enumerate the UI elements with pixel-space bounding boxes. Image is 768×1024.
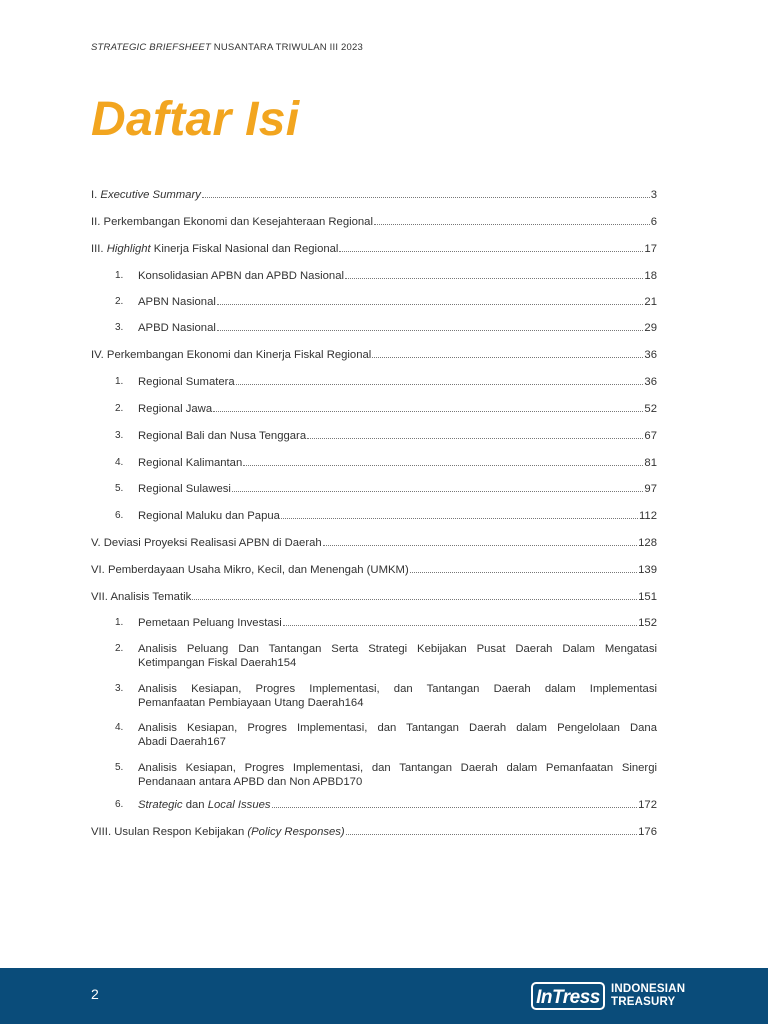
toc-subentry[interactable]: 1. Konsolidasian APBN dan APBD Nasional 18 [115,270,657,282]
toc-num: 2. [115,403,124,414]
intress-logo [531,980,711,1014]
toc-page: 151 [638,591,657,603]
toc-page: 139 [638,564,657,576]
toc-subentry[interactable]: 6. Strategic dan Local Issues 172 [115,799,657,811]
toc-subentry[interactable]: 4. Regional Kalimantan 81 [115,457,657,469]
toc-entry[interactable]: V. Deviasi Proyeksi Realisasi APBN di Daerah 128 [91,537,657,549]
toc-num: 4. [115,457,124,468]
toc-page: 36 [644,349,657,361]
toc-page: 3 [650,189,657,201]
toc-num: 3. [115,430,124,441]
toc-subentry[interactable]: 3. Analisis Kesiapan, Progres Implementasi, dan Tantangan Daerah dalam Implementasi Pemanfaatan Pembiayaan Utang Daerah 164 [115,683,657,709]
toc-subentry[interactable]: 2. Regional Jawa 52 [115,403,657,415]
toc-page: 176 [638,826,657,838]
page-title: Daftar Isi [91,93,300,146]
toc-page: 6 [650,216,657,228]
toc-subentry[interactable]: 2. APBN Nasional 21 [115,296,657,308]
toc-entry[interactable]: III. Highlight Kinerja Fiskal Nasional dan Regional 17 [91,243,657,255]
toc-subentry[interactable]: 6. Regional Maluku dan Papua 112 [115,510,657,522]
toc-num: 3. [115,322,124,333]
toc-num: 6. [115,799,124,810]
toc-num: 1. [115,617,124,628]
toc-entry[interactable]: VI. Pemberdayaan Usaha Mikro, Kecil, dan Menengah (UMKM) 139 [91,564,657,576]
logo-mark: InTress [531,982,605,1010]
toc-page: 128 [638,537,657,549]
toc-subentry[interactable]: 5. Regional Sulawesi 97 [115,483,657,495]
page-footer [0,968,768,1024]
header-period: NUSANTARA TRIWULAN III 2023 [210,42,363,53]
toc-num: 1. [115,270,124,281]
header-series: STRATEGIC BRIEFSHEET [91,42,211,53]
page-number: 2 [91,986,99,1002]
toc-subentry[interactable]: 1. Pemetaan Peluang Investasi 152 [115,617,657,629]
toc-subentry[interactable]: 2. Analisis Peluang Dan Tantangan Serta Strategi Kebijakan Pusat Daerah Dalam Mengatasi Ketimpangan Fiskal Daerah 154 [115,643,657,669]
toc-num: 2. [115,296,124,307]
toc-num: 5. [115,483,124,494]
toc-num: 1. [115,376,124,387]
toc-entry[interactable]: II. Perkembangan Ekonomi dan Kesejahteraan Regional 6 [91,216,657,228]
logo-wordmark: INDONESIAN TREASURY [611,983,686,1008]
toc-num: 6. [115,510,124,521]
toc-num: 2. [115,643,124,654]
toc-entry[interactable]: VII. Analisis Tematik 151 [91,591,657,603]
toc-entry[interactable]: VIII. Usulan Respon Kebijakan (Policy Responses) 176 [91,826,657,838]
toc-subentry[interactable]: 4. Analisis Kesiapan, Progres Implementasi, dan Tantangan Daerah dalam Pengelolaan Dana Abadi Daerah 167 [115,722,657,748]
toc-subentry[interactable]: 3. Regional Bali dan Nusa Tenggara 67 [115,430,657,442]
toc-subentry[interactable]: 1. Regional Sumatera 36 [115,376,657,388]
toc-num: 5. [115,762,124,773]
toc-entry[interactable]: IV. Perkembangan Ekonomi dan Kinerja Fiskal Regional 36 [91,349,657,361]
toc-page: 17 [644,243,657,255]
toc-entry[interactable]: I. Executive Summary 3 [91,189,657,201]
toc-subentry[interactable]: 3. APBD Nasional 29 [115,322,657,334]
toc-num: 4. [115,722,124,733]
toc-num: 3. [115,683,124,694]
toc-subentry[interactable]: 5. Analisis Kesiapan, Progres Implementasi, dan Tantangan Daerah dalam Pemanfaatan Sinergi Pendanaan antara APBD dan Non APBD 170 [115,762,657,788]
page-header [91,42,363,53]
